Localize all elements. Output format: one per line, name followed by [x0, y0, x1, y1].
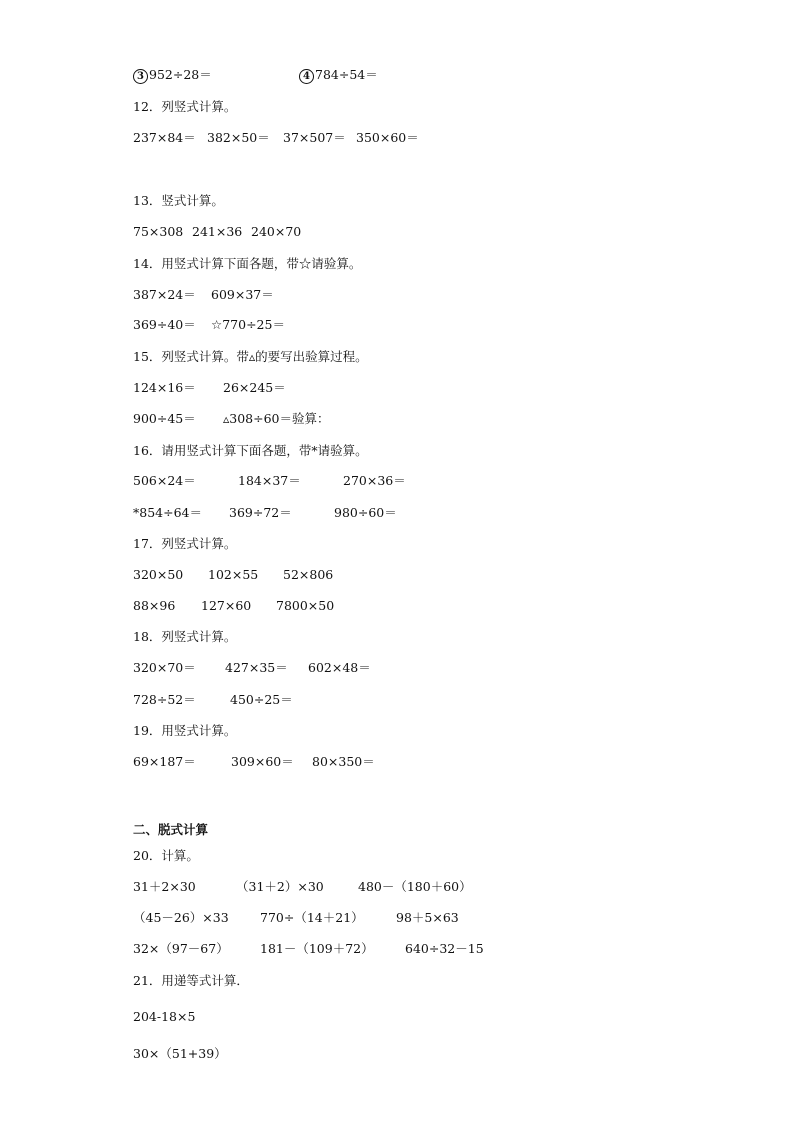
q16-item: 506×24＝ [133, 473, 196, 488]
q17-item: 127×60 [201, 598, 252, 613]
q20-item: （45－26）×33 [133, 910, 229, 925]
q14-item: 609×37＝ [211, 287, 274, 302]
q14-title: 14．用竖式计算下面各题，带☆请验算。 [133, 256, 362, 271]
q12-item: 382×50＝ [207, 130, 270, 145]
q18-title: 18．列竖式计算。 [133, 629, 237, 644]
q14-item: ☆770÷25＝ [211, 317, 285, 332]
q13-item: 75×308 [133, 224, 184, 239]
q18-item: 427×35＝ [225, 660, 288, 675]
q16-item: *854÷64＝ [133, 505, 202, 520]
q21-item: 30×（51+39） [133, 1046, 227, 1061]
q12-item: 350×60＝ [356, 130, 419, 145]
q17-title: 17．列竖式计算。 [133, 536, 237, 551]
q12-item: 237×84＝ [133, 130, 196, 145]
q16-title: 16．请用竖式计算下面各题，带*请验算。 [133, 443, 368, 458]
q13-item: 241×36 [192, 224, 243, 239]
q20-title: 20．计算。 [133, 848, 199, 863]
q17-item: 102×55 [208, 567, 259, 582]
q20-item: 770÷（14＋21） [260, 910, 364, 925]
q13-title: 13．竖式计算。 [133, 193, 224, 208]
q11-item-3-expr: 952÷28＝ [149, 67, 212, 82]
q13-item: 240×70 [251, 224, 302, 239]
q16-item: 980÷60＝ [334, 505, 397, 520]
q17-item: 52×806 [283, 567, 334, 582]
q16-item: 270×36＝ [343, 473, 406, 488]
q11-item-4-expr: 784÷54＝ [315, 67, 378, 82]
q18-item: 602×48＝ [308, 660, 371, 675]
q19-item: 69×187＝ [133, 754, 196, 769]
circled-number-4: 4 [299, 69, 314, 84]
q17-item: 320×50 [133, 567, 184, 582]
q14-item: 387×24＝ [133, 287, 196, 302]
q18-item: 320×70＝ [133, 660, 196, 675]
q12-item: 37×507＝ [283, 130, 346, 145]
q19-title: 19．用竖式计算。 [133, 723, 237, 738]
q20-item: 640÷32－15 [405, 941, 484, 956]
q18-item: 728÷52＝ [133, 692, 196, 707]
q20-item: 181－（109＋72） [260, 941, 374, 956]
q14-item: 369÷40＝ [133, 317, 196, 332]
q20-item: 480－（180＋60） [358, 879, 472, 894]
q15-item: 124×16＝ [133, 380, 196, 395]
q16-item: 184×37＝ [238, 473, 301, 488]
section-heading: 二、脱式计算 [133, 822, 209, 837]
q15-item: 900÷45＝ [133, 411, 196, 426]
q20-item: 98＋5×63 [396, 910, 459, 925]
q21-title: 21．用递等式计算． [133, 973, 249, 988]
circled-number-3: 3 [133, 69, 148, 84]
q12-title: 12．列竖式计算。 [133, 99, 237, 114]
q20-item: 31＋2×30 [133, 879, 196, 894]
q17-item: 88×96 [133, 598, 176, 613]
q16-item: 369÷72＝ [229, 505, 292, 520]
q11-item-4 [299, 67, 378, 84]
q15-item: ▵308÷60＝验算： [223, 411, 330, 426]
q18-item: 450÷25＝ [230, 692, 293, 707]
q19-item: 309×60＝ [231, 754, 294, 769]
q20-item: 32×（97－67） [133, 941, 229, 956]
q21-item: 204-18×5 [133, 1009, 196, 1024]
q15-title: 15．列竖式计算。带▵的要写出验算过程。 [133, 349, 368, 364]
q20-item: （31＋2）×30 [236, 879, 324, 894]
q15-item: 26×245＝ [223, 380, 286, 395]
q19-item: 80×350＝ [312, 754, 375, 769]
q17-item: 7800×50 [276, 598, 335, 613]
q11-item-3 [133, 67, 212, 84]
